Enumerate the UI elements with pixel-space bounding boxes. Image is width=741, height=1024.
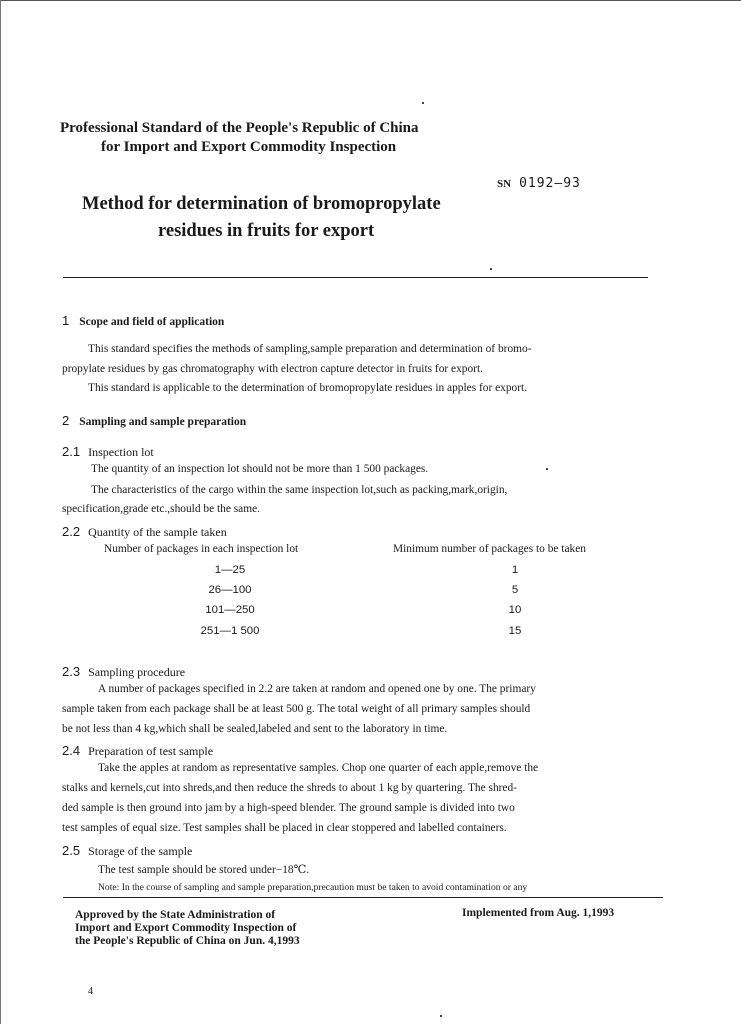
subsection-2-1-line2: The characteristics of the cargo within the same inspection lot,such as packing,mark,origin, — [91, 484, 508, 496]
document-title-line2: residues in fruits for export — [158, 221, 375, 241]
subsection-2-4-line2: stalks and kernels,cut into shreds,and then reduce the shreds to about 1 kg by quartering. The shred- — [62, 782, 517, 794]
subsection-2-1-heading — [62, 444, 154, 460]
approval-line1: Approved by the State Administration of — [75, 909, 276, 921]
approval-line3: the People's Republic of China on Jun. 4,1993 — [75, 935, 300, 947]
subsection-2-5-number: 2.5 — [62, 843, 81, 858]
subsection-2-1-line3: specification,grade etc.,should be the same. — [62, 503, 260, 515]
table-cell-lot: 1—25 — [214, 564, 246, 576]
section-1-number: 1 — [62, 313, 70, 328]
table-cell-minimum: 1 — [511, 564, 519, 576]
table-cell-lot: 26—100 — [208, 584, 252, 596]
subsection-2-2-title: Quantity of the sample taken — [88, 525, 227, 539]
document-code: 0192—93 — [519, 176, 581, 191]
table-header-minimum: Minimum number of packages to be taken — [393, 543, 586, 555]
footer-divider — [63, 897, 663, 898]
table-cell-minimum: 15 — [508, 625, 522, 637]
section-1-title: Scope and field of application — [79, 316, 225, 328]
subsection-2-4-line4: test samples of equal size. Test samples shall be placed in clear stoppered and labelled containers. — [62, 822, 507, 834]
table-cell-lot: 101—250 — [205, 604, 255, 616]
table-header-lot: Number of packages in each inspection lot — [104, 543, 299, 555]
subsection-2-3-number: 2.3 — [62, 664, 81, 679]
page-number: 4 — [88, 986, 93, 997]
approval-line2: Import and Export Commodity Inspection of — [75, 922, 297, 934]
section-1-para1-line1: This standard specifies the methods of sampling,sample preparation and determination of bromo- — [88, 343, 532, 355]
subsection-2-4-number: 2.4 — [62, 743, 81, 758]
scan-edge-top — [0, 0, 741, 1]
subsection-2-4-title: Preparation of test sample — [88, 744, 214, 758]
subsection-2-3-title: Sampling procedure — [88, 665, 186, 679]
subsection-2-3-line2: sample taken from each package shall be at least 500 g. The total weight of all primary samples should — [62, 703, 531, 715]
subsection-2-2-heading — [62, 524, 227, 540]
section-1-para1-line2: propylate residues by gas chromatography with electron capture detector in fruits for export. — [62, 363, 483, 375]
subsection-2-5-line1: The test sample should be stored under−18℃. — [98, 864, 310, 876]
table-cell-minimum: 10 — [508, 604, 522, 616]
subsection-2-1-title: Inspection lot — [88, 445, 154, 459]
subsection-2-1-number: 2.1 — [62, 444, 81, 459]
scan-edge-left — [0, 0, 1, 1024]
subsection-2-1-line1: The quantity of an inspection lot should not be more than 1 500 packages. — [91, 463, 429, 475]
scan-speck — [490, 268, 492, 270]
document-prefix: SN — [497, 178, 512, 190]
scan-speck — [440, 1015, 442, 1017]
standard-header-line2: for Import and Export Commodity Inspection — [101, 139, 397, 155]
section-1-para2: This standard is applicable to the determination of bromopropylate residues in apples for export. — [88, 382, 528, 394]
section-2-heading — [62, 413, 246, 428]
section-2-number: 2 — [62, 413, 70, 428]
subsection-2-5-title: Storage of the sample — [88, 844, 193, 858]
document-number — [497, 176, 581, 191]
implementation-date: Implemented from Aug. 1,1993 — [462, 907, 615, 919]
section-1-heading — [62, 313, 224, 328]
subsection-2-3-line1: A number of packages specified in 2.2 are taken at random and opened one by one. The primary — [98, 683, 536, 695]
subsection-2-5-heading — [62, 843, 192, 859]
document-title-line1: Method for determination of bromopropylate — [82, 194, 441, 214]
subsection-2-2-number: 2.2 — [62, 524, 81, 539]
table-cell-minimum: 5 — [511, 584, 519, 596]
scan-speck — [546, 468, 548, 470]
table-cell-lot: 251—1 500 — [200, 625, 260, 637]
standard-header-line1: Professional Standard of the People's Republic of China — [60, 120, 419, 136]
subsection-2-4-line1: Take the apples at random as representative samples. Chop one quarter of each apple,remove the — [98, 762, 539, 774]
subsection-2-3-line3: be not less than 4 kg,which shall be sealed,labeled and sent to the laboratory in time. — [62, 723, 448, 735]
note-text: Note: In the course of sampling and sample preparation,precaution must be taken to avoid contamination or any — [98, 882, 528, 893]
title-divider — [63, 277, 648, 278]
section-2-title: Sampling and sample preparation — [79, 416, 247, 428]
subsection-2-4-line3: ded sample is then ground into jam by a high-speed blender. The ground sample is divided into two — [62, 802, 515, 814]
subsection-2-4-heading — [62, 743, 213, 759]
subsection-2-3-heading — [62, 664, 185, 680]
scan-speck — [422, 102, 424, 104]
